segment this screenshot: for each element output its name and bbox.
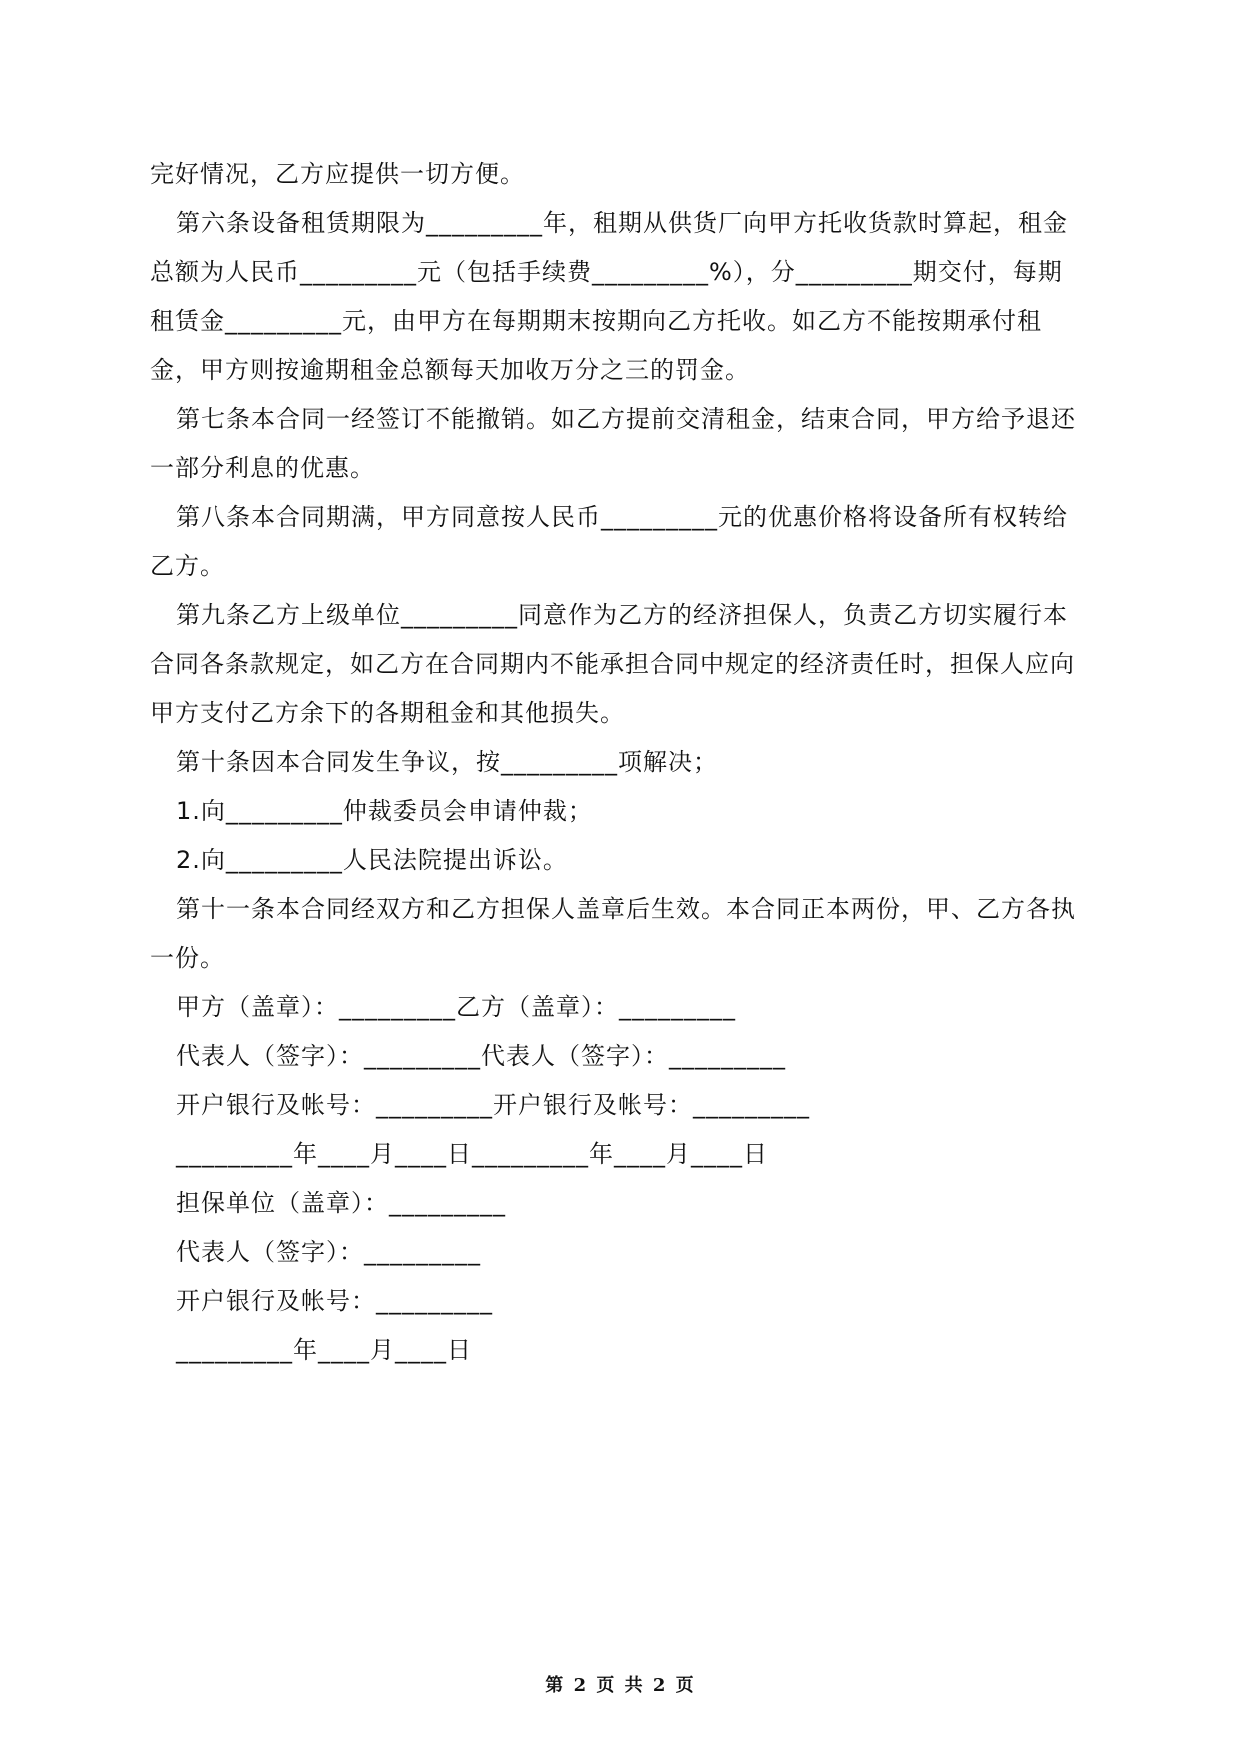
paragraph-article-6: 第六条设备租赁期限为_________年，租期从供货厂向甲方托收货款时算起，租金总额为人民币_________元（包括手续费_________%），分_________期交付，每期租赁金_________元，由甲方在每期期末按期向乙方托收。如乙方不能按期承付租金，甲方则按逾期租金总额每天加收万分之三的罚金。 [150,209,1068,384]
guarantor-bank-account: 开户银行及帐号：_________ [176,1287,493,1315]
paragraph-article-7: 第七条本合同一经签订不能撤销。如乙方提前交清租金，结束合同，甲方给予退还一部分利息的优惠。 [150,405,1076,482]
paragraph-option-2: 2.向_________人民法院提出诉讼。 [176,846,568,874]
signature-representatives: 代表人（签字）：_________代表人（签字）：_________ [176,1042,786,1070]
guarantor-seal: 担保单位（盖章）：_________ [176,1189,506,1217]
contract-body [150,150,1085,1375]
paragraph-article-11: 第十一条本合同经双方和乙方担保人盖章后生效。本合同正本两份，甲、乙方各执一份。 [150,895,1076,972]
paragraph-option-1: 1.向_________仲裁委员会申请仲裁； [176,797,593,825]
guarantor-date: _________年____月____日 [176,1336,472,1364]
paragraph-article-8: 第八条本合同期满，甲方同意按人民币_________元的优惠价格将设备所有权转给乙方。 [150,503,1068,580]
paragraph-article-10: 第十条因本合同发生争议，按_________项解决； [176,748,718,776]
signature-dates: _________年____月____日_________年____月____日 [176,1140,768,1168]
signature-party-seals: 甲方（盖章）：_________乙方（盖章）：_________ [176,993,736,1021]
page-number-footer: 第 2 页 共 2 页 [545,1675,696,1696]
paragraph-article-9: 第九条乙方上级单位_________同意作为乙方的经济担保人，负责乙方切实履行本合同各条款规定，如乙方在合同期内不能承担合同中规定的经济责任时，担保人应向甲方支付乙方余下的各期租金和其他损失。 [150,601,1075,727]
guarantor-representative: 代表人（签字）：_________ [176,1238,481,1266]
paragraph-continuation: 完好情况，乙方应提供一切方便。 [150,160,525,188]
signature-bank-accounts: 开户银行及帐号：_________开户银行及帐号：_________ [176,1091,810,1119]
